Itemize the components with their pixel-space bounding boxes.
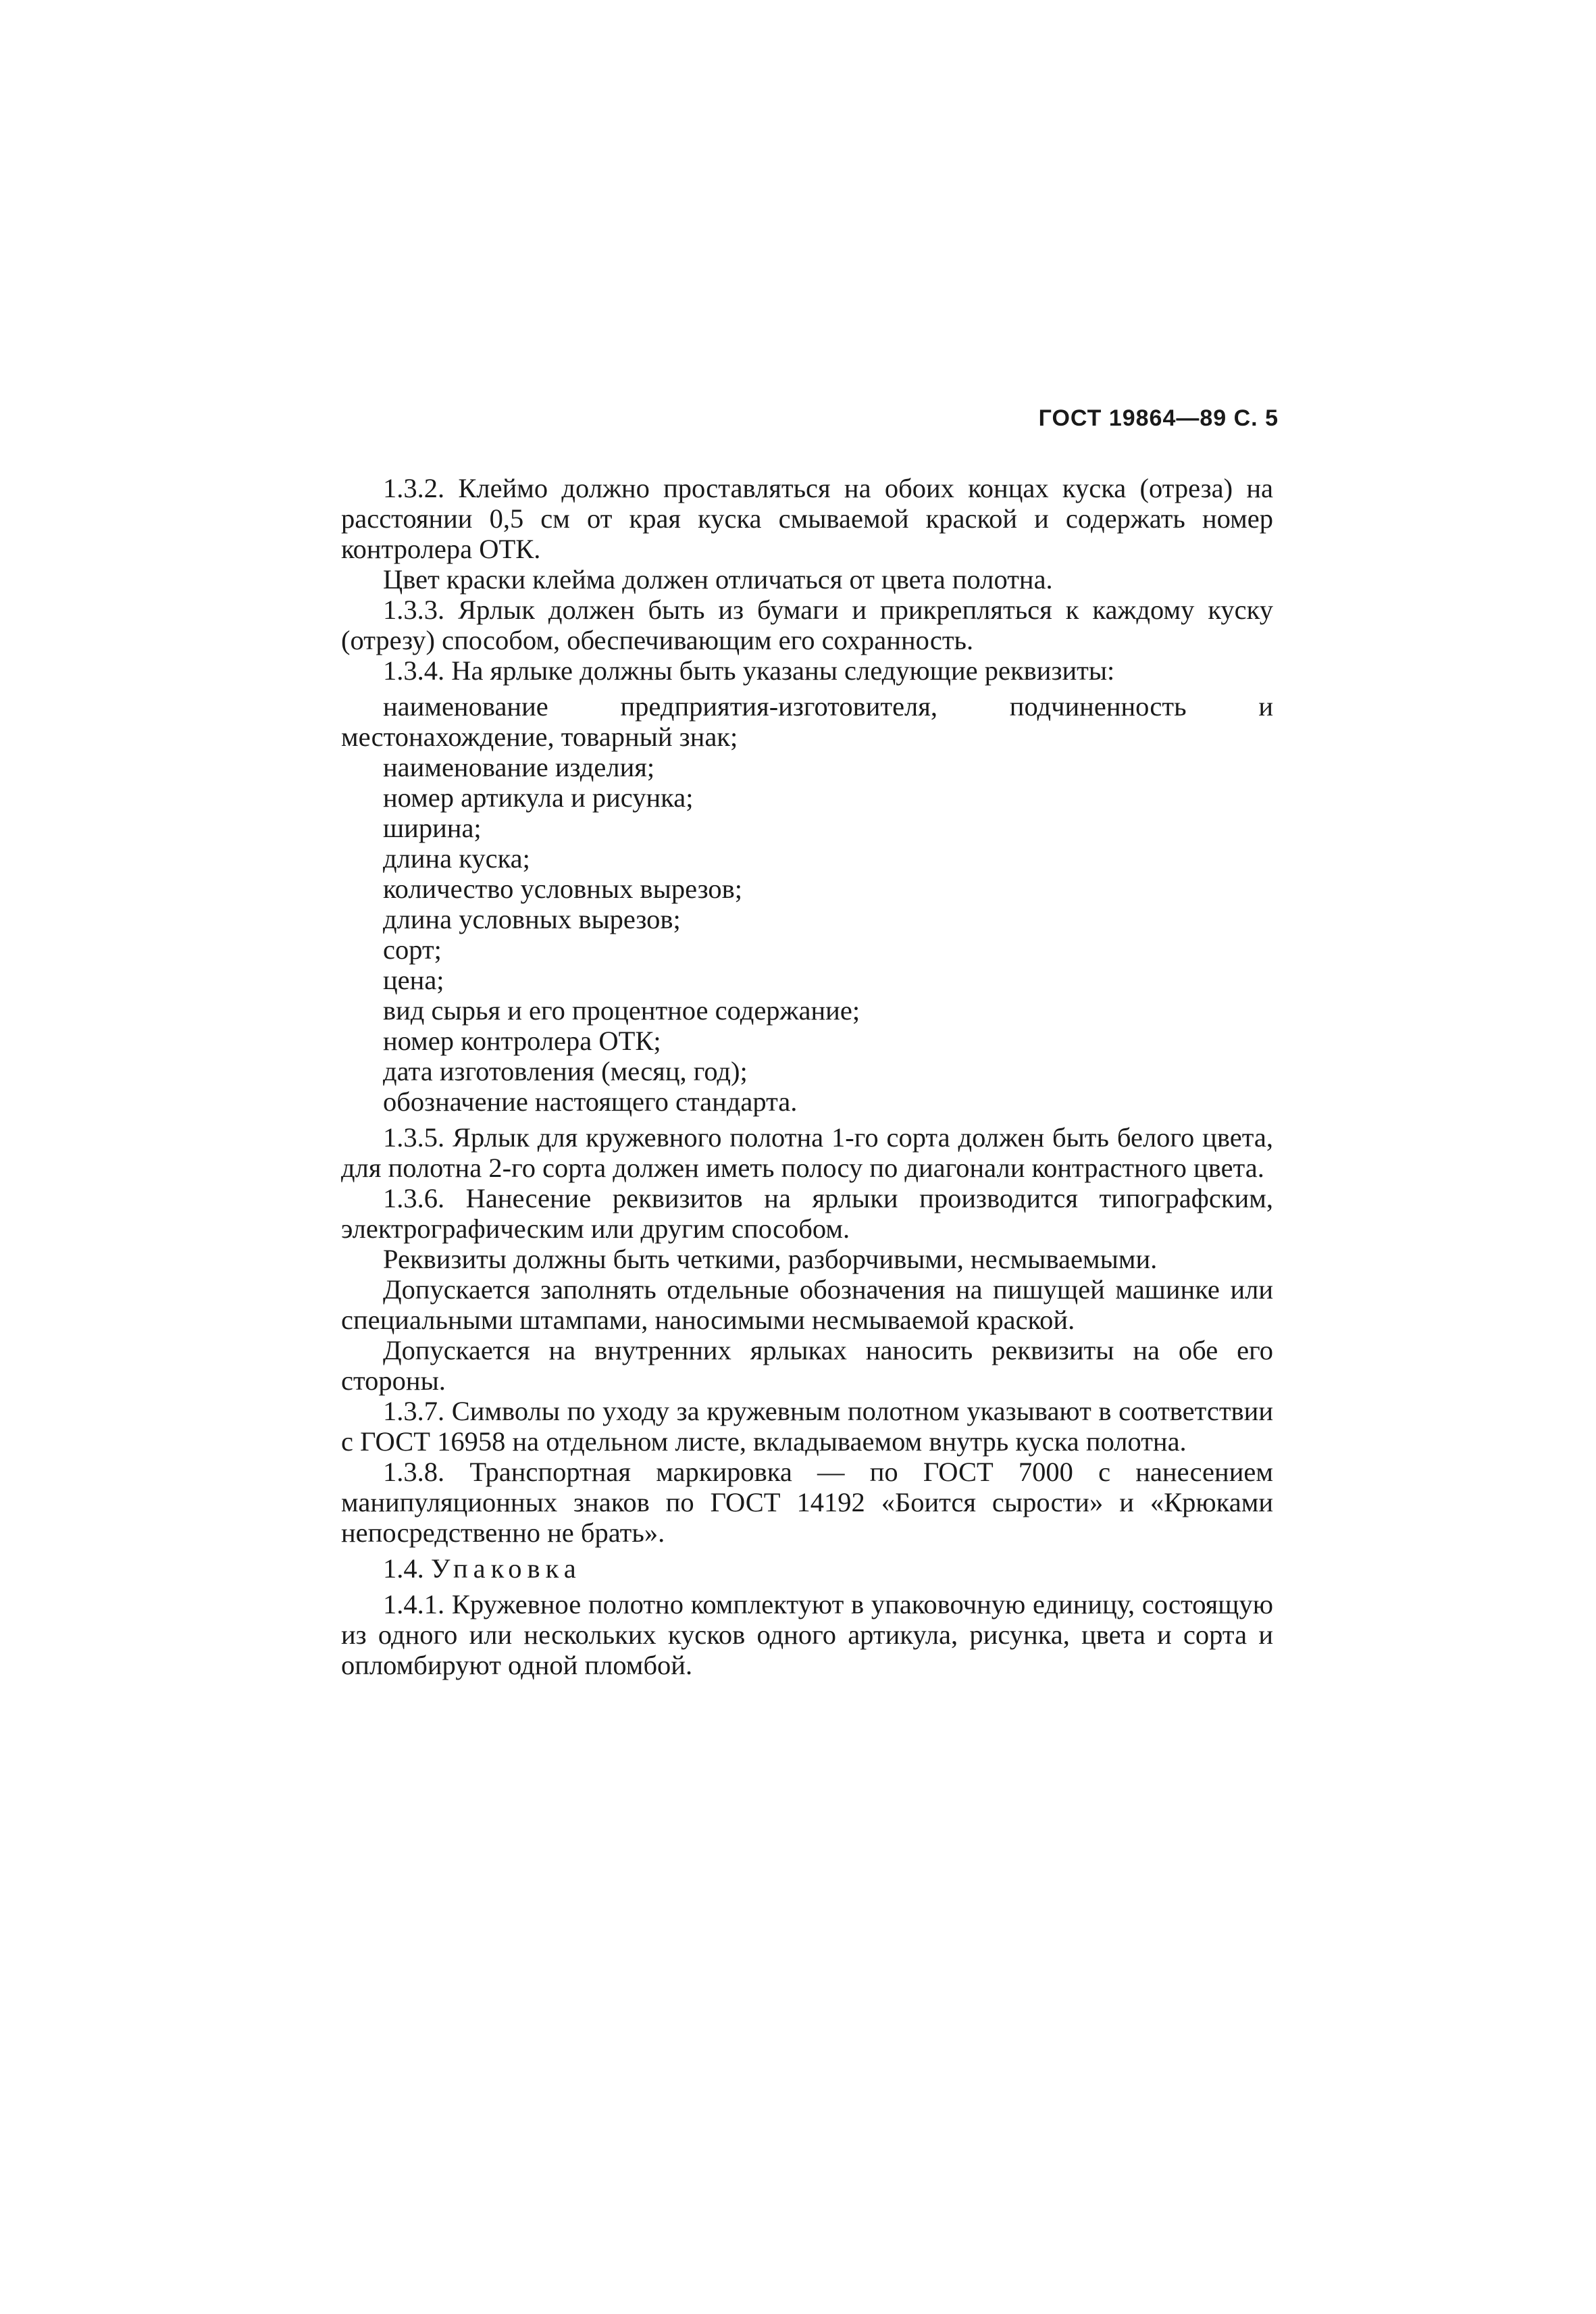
document-body <box>341 473 1273 1680</box>
paragraph-1-3-6-both-sides: Допускается на внутренних ярлыках наносить реквизиты на обе его стороны. <box>341 1335 1273 1396</box>
paragraph-1-3-7: 1.3.7. Символы по уходу за кружевным полотном указывают в соответствии с ГОСТ 16958 на отдельном листе, вкладываемом внутрь куска полотна. <box>341 1396 1273 1457</box>
paragraph-1-3-2: 1.3.2. Клеймо должно проставляться на обоих концах куска (отреза) на расстоянии 0,5 см от края куска смываемой краской и содержать номер контролера ОТК. <box>341 473 1273 564</box>
list-item: обозначение настоящего стандарта. <box>383 1086 798 1117</box>
list-item: номер артикула и рисунка; <box>383 782 694 813</box>
list-item: цена; <box>383 965 444 995</box>
paragraph-1-3-6-typewriter: Допускается заполнять отдельные обозначения на пишущей машинке или специальными штампами, наносимыми несмываемой краской. <box>341 1274 1273 1335</box>
paragraph-1-3-8: 1.3.8. Транспортная маркировка — по ГОСТ 7000 с нанесением манипуляционных знаков по ГОСТ 14192 «Боится сырости» и «Крюками непосредственно не брать». <box>341 1457 1273 1548</box>
requisite-list <box>341 752 1273 1117</box>
list-item: дата изготовления (месяц, год); <box>383 1056 748 1086</box>
paragraph-1-4-1: 1.4.1. Кружевное полотно комплектуют в упаковочную единицу, состоящую из одного или нескольких кусков одного артикула, рисунка, цвета и сорта и опломбируют одной пломбой. <box>341 1589 1273 1680</box>
section-heading-1-4 <box>341 1553 1273 1584</box>
list-item: длина условных вырезов; <box>383 904 681 934</box>
list-item: сорт; <box>383 934 442 965</box>
paragraph-1-3-6: 1.3.6. Нанесение реквизитов на ярлыки производится типографским, электрографическим или другим способом. <box>341 1183 1273 1244</box>
list-item: вид сырья и его процентное содержание; <box>383 995 860 1026</box>
requisite-item-manufacturer: наименование предприятия-изготовителя, подчиненность и местонахождение, товарный знак; <box>341 691 1273 752</box>
paragraph-1-3-6-legible: Реквизиты должны быть четкими, разборчивыми, несмываемыми. <box>383 1244 1158 1274</box>
paragraph-1-3-2-color: Цвет краски клейма должен отличаться от цвета полотна. <box>383 564 1053 595</box>
section-title: Упаковка <box>430 1553 582 1584</box>
list-item: длина куска; <box>383 843 530 874</box>
page-header: ГОСТ 19864—89 С. 5 <box>1038 405 1279 431</box>
paragraph-1-3-3: 1.3.3. Ярлык должен быть из бумаги и прикрепляться к каждому куску (отрезу) способом, обеспечивающим его сохранность. <box>341 595 1273 655</box>
paragraph-1-3-4: 1.3.4. На ярлыке должны быть указаны следующие реквизиты: <box>383 655 1115 686</box>
list-item: наименование изделия; <box>383 752 655 782</box>
section-number: 1.4. <box>383 1553 424 1584</box>
list-item: ширина; <box>383 813 482 843</box>
list-item: номер контролера ОТК; <box>383 1026 661 1056</box>
paragraph-1-3-5: 1.3.5. Ярлык для кружевного полотна 1-го сорта должен быть белого цвета, для полотна 2-го сорта должен иметь полосу по диагонали контрастного цвета. <box>341 1122 1273 1183</box>
list-item: количество условных вырезов; <box>383 874 742 904</box>
